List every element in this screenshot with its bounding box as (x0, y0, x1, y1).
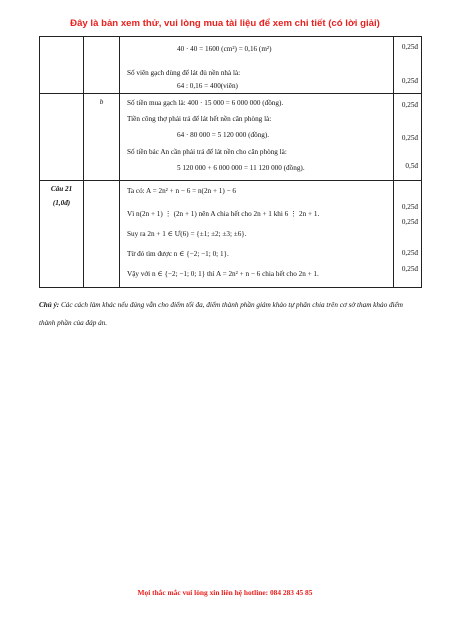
solution-line: Vậy với n ∈ {−2; −1; 0; 1} thì A = 2n² + n − 6 chia hết cho 2n + 1. (127, 270, 319, 278)
points-value: 0,25đ (401, 249, 418, 257)
points-value: 0,25đ (401, 218, 418, 226)
part-cell (84, 37, 120, 94)
points-value: 0,25đ (401, 43, 418, 51)
question-label: Câu 21 (50, 185, 73, 193)
solution-cell (120, 181, 394, 288)
grading-note (39, 296, 419, 332)
answer-table (39, 36, 422, 288)
solution-line: 5 120 000 + 6 000 000 = 11 120 000 (đồng). (177, 164, 305, 172)
solution-line: Vì n(2n + 1) ⋮ (2n + 1) nên A chia hết cho 2n + 1 khi 6 ⋮ 2n + 1. (127, 210, 320, 218)
points-cell (394, 94, 422, 181)
note-label: Chú ý: (39, 301, 60, 309)
points-value: 0,25đ (401, 101, 418, 109)
hotline-footer: Mọi thắc mắc vui lòng xin liên hệ hotline: 084 283 45 85 (137, 588, 313, 597)
solution-line: 40 · 40 = 1600 (cm²) = 0,16 (m²) (177, 45, 272, 53)
note-text: Các cách làm khác nếu đúng vẫn cho điểm tối đa, điểm thành phần giám khảo tự phân chia trên cơ sở tham khảo điểm thành phần của đáp án. (39, 301, 403, 327)
points-value: 0,25đ (401, 77, 418, 85)
points-value: 0,25đ (401, 203, 418, 211)
solution-line: Ta có: A = 2n² + n − 6 = n(2n + 1) − 6 (127, 187, 237, 195)
solution-line: Số tiền mua gạch là: 400 · 15 000 = 6 000 000 (đồng). (127, 99, 284, 107)
question-cell (40, 181, 84, 288)
points-value: 0,5đ (405, 162, 418, 170)
table-row (40, 181, 422, 288)
part-label: b (99, 98, 104, 106)
solution-cell (120, 37, 394, 94)
points-value: 0,25đ (401, 134, 418, 142)
points-value: 0,25đ (401, 265, 418, 273)
question-cell (40, 94, 84, 181)
points-cell (394, 37, 422, 94)
preview-banner: Đây là bản xem thử, vui lòng mua tài liệu để xem chi tiết (có lời giải) (70, 18, 380, 29)
question-cell (40, 37, 84, 94)
part-cell (84, 181, 120, 288)
part-cell (84, 94, 120, 181)
points-cell (394, 181, 422, 288)
question-score: (1,0đ) (52, 199, 71, 207)
solution-cell (120, 94, 394, 181)
solution-line: 64 · 80 000 = 5 120 000 (đồng). (177, 131, 270, 139)
solution-line: 64 : 0,16 = 400(viên) (177, 82, 238, 90)
solution-line: Số tiền bác An cần phải trả để lát nền cho căn phòng là: (127, 148, 287, 156)
solution-line: Tiền công thợ phải trả để lát hết nền căn phòng là: (127, 115, 272, 123)
solution-line: Số viên gạch dùng để lát đủ nền nhà là: (127, 69, 241, 77)
table-row (40, 37, 422, 94)
solution-line: Từ đó tìm được n ∈ {−2; −1; 0; 1}. (127, 250, 229, 258)
solution-line: Suy ra 2n + 1 ∈ Ư(6) = {±1; ±2; ±3; ±6}. (127, 230, 247, 238)
table-row (40, 94, 422, 181)
